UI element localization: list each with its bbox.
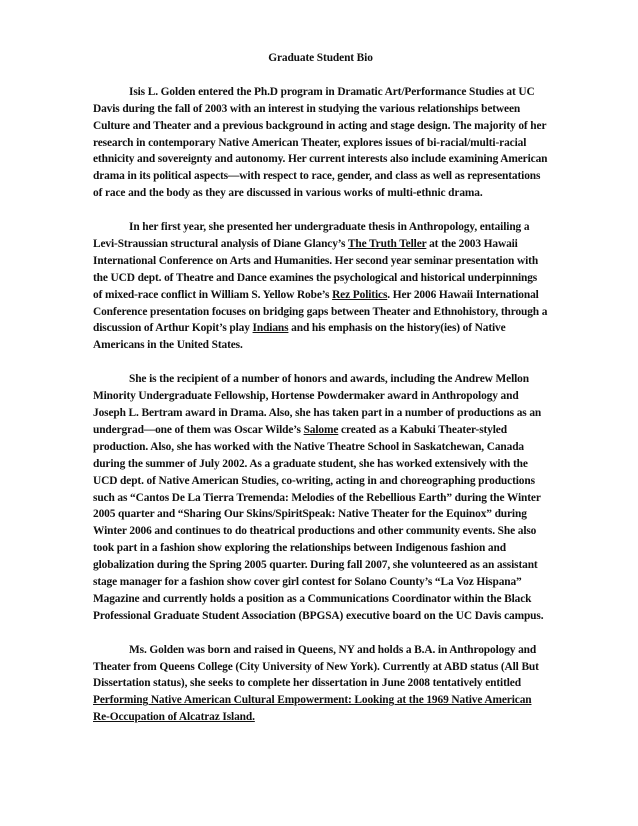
underlined-title-indians: Indians: [252, 322, 289, 335]
paragraph-text: at the 2003 Hawaii International Conference on Arts and Humanities. Her second year seminar presentation with the UCD dept. of Theatre and Dance examines the psychological and historical underpinnings of mixed-race conflict in William S. Yellow Robe’s: [93, 237, 539, 301]
paragraph-background: [93, 642, 548, 727]
page-title: Graduate Student Bio: [268, 52, 373, 64]
paragraph-text: created as a Kabuki Theater-styled production. Also, she has worked with the Native Theatre School in Saskatchewan, Canada during the summer of July 2002. As a graduate student, she has worked extensively with the UCD dept. of Native American Studies, co-writing, acting in and choreographing productions such as “Cantos De La Tierra Tremenda: Melodies of the Rebellious Earth” during the Winter 2005 quarter and “Sharing Our Skins/SpiritSpeak: Native Theater for the Equinox” during Winter 2006 and continues to do theatrical productions and other community events. She also took part in a fashion show exploring the relationships between Indigenous fashion and globalization during the Spring 2005 quarter. During fall 2007, she volunteered as an assistant stage manager for a fashion show cover girl contest for Solano County’s “La Voz Hispana” Magazine and currently holds a position as a Communications Coordinator within the Black Professional Graduate Student Association (BPGSA) executive board on the UC Davis campus.: [93, 423, 544, 622]
underlined-dissertation-title: Performing Native American Cultural Empowerment: Looking at the 1969 Native American Re-Occupation of Alcatraz Island.: [93, 694, 532, 724]
paragraph-text: Ms. Golden was born and raised in Queens, NY and holds a B.A. in Anthropology and Theater from Queens College (City University of New York). Currently at ABD status (All But Dissertation status), she seeks to complete her dissertation in June 2008 tentatively entitled: [93, 643, 539, 690]
paragraph-text: In her first year, she presented her undergraduate thesis in Anthropology, entailing a Levi-Straussian structural analysis of Diane Glancy’s: [93, 221, 530, 250]
paragraph-text: Isis L. Golden entered the Ph.D program in Dramatic Art/Performance Studies at UC Davis during the fall of 2003 with an interest in studying the various relationships between Culture and Theater and a previous background in acting and stage design. The majority of her research in contemporary Native American Theater, explores issues of bi-racial/multi-racial ethnicity and sovereignty and autonomy. Her current interests also include examining American drama in its political aspects—with respect to race, gender, and class as well as representations of race and the body as they are discussed in various works of multi-ethnic drama.: [93, 85, 548, 200]
bio-body: [93, 50, 548, 726]
paragraph-text: . Her 2006 Hawaii International Conference presentation focuses on bridging gaps between Theater and Ethnohistory, through a discussion of Arthur Kopit’s play: [93, 288, 548, 335]
paragraph-text: and his emphasis on the history(ies) of Native Americans in the United States.: [93, 322, 506, 352]
paragraph-honors: [93, 371, 548, 625]
underlined-title-salome: Salome: [303, 423, 339, 436]
paragraph-introduction: [93, 84, 548, 202]
underlined-title-truth-teller: The Truth Teller: [347, 237, 427, 250]
paragraph-text: She is the recipient of a number of honors and awards, including the Andrew Mellon Minority Undergraduate Fellowship, Hortense Powdermaker award in Anthropology and Joseph L. Bertram award in Drama. Also, she has taken part in a number of productions as an undergrad—one of them was Oscar Wilde’s: [93, 373, 542, 436]
paragraph-first-year: [93, 219, 548, 354]
underlined-title-rez-politics: Rez Politics: [332, 288, 388, 301]
